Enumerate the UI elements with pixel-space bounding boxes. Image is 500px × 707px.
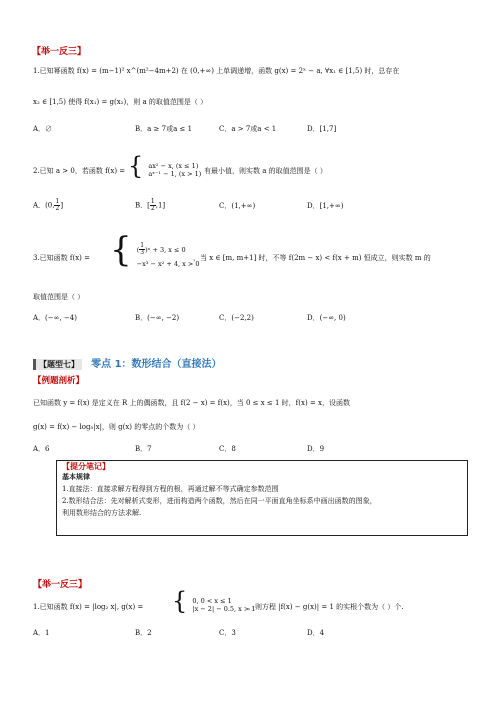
q3-option-a[interactable]: A．(−∞, −4)	[33, 314, 77, 322]
question-1-line-1: 1.已知幂函数 f(x) = (m−1)² x^(m²−4m+2) 在 (0,+∞) 上单调递增，函数 g(x) = 2ˣ − a, ∀x₁ ∈ [1,5) 时，总存在	[33, 67, 400, 75]
q3-case-2: −x³ − x² + 4, x > 0	[136, 259, 200, 268]
q2-option-b[interactable]	[135, 199, 165, 212]
q4-piecewise	[172, 587, 256, 615]
example-option-a[interactable]: A．6	[33, 445, 50, 453]
q4-option-b[interactable]: B．2	[135, 629, 152, 637]
example-option-d[interactable]: D．9	[307, 445, 325, 453]
type-7-tag: 【题型七】	[33, 359, 82, 370]
example-option-b[interactable]: B．7	[135, 445, 152, 453]
q3-option-c[interactable]: C．(−2,2)	[219, 314, 254, 322]
q3-case-1-open: (	[136, 245, 140, 254]
notes-line-1: 1.直接法：直接求解方程得到方程的根，再通过解不等式确定参数范围	[62, 485, 279, 493]
fraction-denominator: 2	[55, 205, 60, 212]
brace-icon: {	[172, 587, 188, 615]
fraction-numerator: 1	[150, 198, 155, 205]
q2-option-b-letter: B．	[135, 201, 148, 210]
brace-icon: {	[128, 152, 144, 180]
fraction-numerator: 1	[55, 198, 60, 205]
q2-option-d[interactable]: D．[1,+∞)	[307, 202, 344, 210]
question-4-suffix: ，则方程 |f(x) − g(x)| = 1 的实根个数为（ ）个.	[248, 603, 404, 611]
q2-option-a[interactable]	[33, 199, 63, 212]
notes-line-2: 2.数形结合法：先对解析式变形，进而构造两个函数，然后在同一平面直角坐标系中画出函数的图象，	[62, 497, 377, 505]
q4-case-1: 0, 0 < x ≤ 1	[192, 596, 232, 605]
q3-option-d[interactable]: D．(−∞, 0)	[307, 314, 346, 322]
notes-line-3: 利用数形结合的方法求解.	[62, 509, 142, 517]
question-3-line-2: 取值范围是（ ）	[33, 293, 85, 301]
brace-icon: {	[110, 230, 132, 270]
q3-option-b[interactable]: B．(−∞, −2)	[135, 314, 180, 322]
section-header-practice-2: 【举一反三】	[33, 580, 88, 590]
q4-option-a[interactable]: A．1	[33, 629, 50, 637]
fraction-denominator: 3	[140, 249, 145, 256]
question-2-suffix: 有最小值，则实数 a 的取值范围是（ ）	[204, 167, 327, 175]
example-header: 【例题剖析】	[33, 376, 85, 386]
q2-option-a-bracket-left: (0,	[45, 201, 55, 210]
q1-option-c[interactable]: C．a > 7或a < 1	[219, 125, 277, 133]
q4-option-c[interactable]: C．3	[219, 629, 236, 637]
question-3-prefix: 3.已知函数 f(x) =	[33, 254, 90, 262]
q2-option-b-bracket-right: ,1]	[155, 201, 166, 210]
q3-case-1	[137, 243, 200, 257]
q2-option-a-bracket-right: ]	[60, 201, 64, 210]
question-1-line-2: x₂ ∈ [1,5) 使得 f(x₁) = g(x₂)，则 a 的取值范围是（ ）	[33, 98, 208, 106]
q4-option-d[interactable]: D．4	[307, 629, 325, 637]
section-header-practice: 【举一反三】	[32, 47, 87, 57]
q4-case-2: |x − 2| − 0.5, x > 1	[192, 604, 256, 613]
example-option-c[interactable]: C．8	[219, 445, 236, 453]
notes-title: 基本规律	[62, 473, 90, 481]
example-line-1: 已知函数 y = f(x) 是定义在 R 上的偶函数，且 f(2 − x) = f(x)，当 0 ≤ x ≤ 1 时，f(x) = x，设函数	[33, 399, 350, 407]
type-7-title: 零点 1：数形结合（直接法）	[91, 359, 222, 370]
example-line-2: g(x) = f(x) − log₅|x|，则 g(x) 的零点的个数为（ ）	[33, 423, 200, 431]
question-4-prefix: 1.已知函数 f(x) = |log₂ x|, g(x) =	[33, 603, 144, 611]
q2-option-c[interactable]: C．(1,+∞)	[219, 202, 256, 210]
fraction-numerator: 1	[140, 242, 145, 249]
q2-case-2: aˣ⁻¹ − 1, (x > 1)	[148, 169, 202, 178]
q1-option-a[interactable]: A．∅	[33, 125, 53, 133]
q3-case-1-close: )ˣ + 3, x ≤ 0	[145, 245, 186, 254]
question-2-prefix: 2.已知 a > 0，若函数 f(x) =	[33, 167, 126, 175]
fraction-denominator: 2	[150, 205, 155, 212]
q1-option-d[interactable]: D．[1,7]	[307, 125, 337, 133]
q2-piecewise	[128, 152, 202, 180]
q2-option-b-bracket-left: [	[147, 201, 150, 210]
q1-option-b[interactable]: B．a ≥ 7或a ≤ 1	[135, 125, 193, 133]
q2-case-1: ax² − x, (x ≤ 1)	[148, 161, 199, 170]
type-7-heading	[33, 352, 222, 371]
q2-option-a-letter: A．	[33, 201, 46, 210]
notes-header: 【提分笔记】	[62, 462, 110, 471]
q3-piecewise	[110, 230, 200, 271]
question-3-suffix: ，当 x ∈ [m, m+1] 时，不等 f(2m − x) < f(x + m) 恒成立，则实数 m 的	[193, 254, 431, 262]
